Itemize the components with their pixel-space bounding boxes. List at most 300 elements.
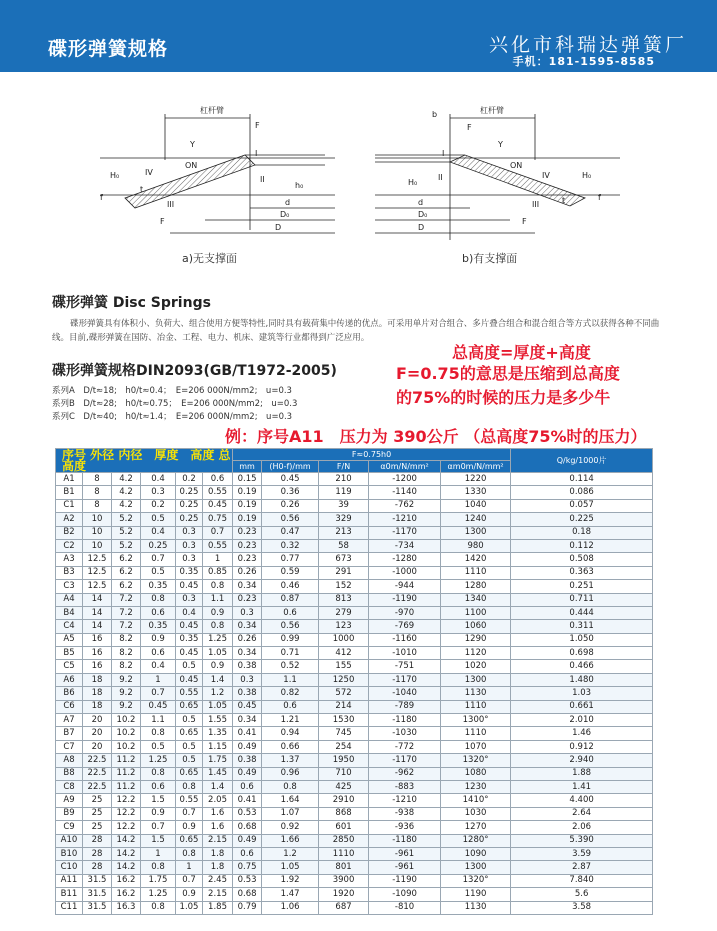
table-cell: 2.45 [203,874,233,887]
table-cell: 1410° [441,794,511,807]
table-cell: 0.8 [203,580,233,593]
table-cell: 1030 [441,807,511,820]
table-cell: 1.2 [203,687,233,700]
table-cell: 0.32 [262,539,319,552]
table-cell: 1040 [441,499,511,512]
table-cell: 0.45 [233,700,262,713]
svg-text:F: F [255,121,260,130]
table-cell: 2.940 [511,754,653,767]
table-row [56,874,653,887]
table-cell: 0.698 [511,647,653,660]
table-cell: 1.8 [203,861,233,874]
table-cell: -1040 [369,687,441,700]
table-cell: A2 [56,513,83,526]
table-cell: -810 [369,901,441,914]
table-cell: -1090 [369,888,441,901]
table-cell: 1090 [441,847,511,860]
table-row [56,754,653,767]
table-cell: 0.6 [141,647,176,660]
table-row [56,620,653,633]
diagram-no-support [95,100,355,245]
table-header-row-2: mm (H0-f)/mm F/N α0m/N/mm² αm0m/N/mm² [56,461,653,473]
table-cell: 0.38 [233,687,262,700]
svg-text:IV: IV [145,168,153,177]
table-cell: -944 [369,580,441,593]
table-cell: 4.2 [112,473,141,486]
table-cell: 1300 [441,526,511,539]
table-cell: 16 [83,633,112,646]
table-cell: 1.25 [141,754,176,767]
table-cell: 1.41 [511,780,653,793]
table-cell: 0.36 [262,486,319,499]
table-row [56,888,653,901]
table-cell: 0.41 [233,727,262,740]
table-cell: 28 [83,834,112,847]
table-cell: 868 [319,807,369,820]
table-cell: 4.400 [511,794,653,807]
svg-text:ON: ON [185,161,198,170]
phone-number: 手机：181-1595-8585 [512,55,655,68]
table-cell: 0.65 [176,700,203,713]
table-cell: A5 [56,633,83,646]
table-cell: 12.2 [112,821,141,834]
spec-table [55,448,653,915]
table-row [56,780,653,793]
table-cell: C1 [56,499,83,512]
table-cell: 0.8 [141,901,176,914]
svg-text:h₀: h₀ [295,181,304,190]
table-cell: 329 [319,513,369,526]
table-cell: 14.2 [112,847,141,860]
table-cell: 0.4 [141,473,176,486]
table-cell: 601 [319,821,369,834]
table-cell: -1030 [369,727,441,740]
table-cell: 0.8 [262,780,319,793]
table-cell: 0.8 [141,593,176,606]
table-cell: 1 [141,847,176,860]
table-cell: 31.5 [83,901,112,914]
table-cell: 10 [83,526,112,539]
table-cell: 12.5 [83,566,112,579]
table-cell: 0.25 [176,486,203,499]
table-cell: 5.390 [511,834,653,847]
table-cell: -1190 [369,874,441,887]
table-cell: 210 [319,473,369,486]
table-cell: C11 [56,901,83,914]
table-row [56,553,653,566]
table-row [56,727,653,740]
table-cell: 5.2 [112,513,141,526]
table-cell: 0.45 [176,647,203,660]
table-cell: B3 [56,566,83,579]
table-cell: 123 [319,620,369,633]
header-group: F≈0.75h0 [233,449,511,461]
table-row [56,660,653,673]
table-cell: -938 [369,807,441,820]
table-cell: 0.8 [141,861,176,874]
svg-text:III: III [167,200,175,209]
table-cell: 1420 [441,553,511,566]
table-cell: -962 [369,767,441,780]
table-cell: 0.8 [141,727,176,740]
table-cell: 7.2 [112,606,141,619]
table-cell: 16.3 [112,901,141,914]
table-row [56,794,653,807]
table-cell: 0.444 [511,606,653,619]
table-cell: 10 [83,539,112,552]
table-cell: 1 [141,673,176,686]
table-cell: 0.65 [176,767,203,780]
table-cell: 0.19 [233,486,262,499]
table-cell: 1.8 [203,847,233,860]
table-cell: 18 [83,673,112,686]
table-cell: 12.2 [112,807,141,820]
table-cell: 0.6 [233,847,262,860]
table-row [56,847,653,860]
table-cell: 0.3 [176,593,203,606]
table-cell: 2850 [319,834,369,847]
table-cell: 2910 [319,794,369,807]
table-row [56,714,653,727]
table-cell: 0.68 [233,821,262,834]
table-cell: C5 [56,660,83,673]
table-row [56,834,653,847]
table-cell: 1.1 [262,673,319,686]
table-cell: 6.2 [112,580,141,593]
table-cell: 0.3 [176,539,203,552]
svg-text:t: t [562,196,566,205]
table-row [56,807,653,820]
table-cell: 4.2 [112,499,141,512]
table-cell: 1340 [441,593,511,606]
table-cell: 0.7 [176,807,203,820]
table-cell: 0.057 [511,499,653,512]
table-cell: 0.4 [176,606,203,619]
table-cell: 1.6 [203,821,233,834]
table-cell: 1.2 [262,847,319,860]
table-cell: 0.49 [233,767,262,780]
table-cell: B10 [56,847,83,860]
table-cell: 0.6 [262,606,319,619]
table-cell: 0.34 [233,647,262,660]
table-cell: 1120 [441,647,511,660]
table-cell: A10 [56,834,83,847]
table-cell: 11.2 [112,754,141,767]
table-cell: 0.8 [176,847,203,860]
table-cell: 9.2 [112,687,141,700]
svg-text:d: d [418,198,424,207]
table-cell: 1280° [441,834,511,847]
svg-text:f: f [598,193,601,202]
table-cell: 0.508 [511,553,653,566]
table-cell: B2 [56,526,83,539]
table-row [56,606,653,619]
table-cell: 3.59 [511,847,653,860]
svg-text:Y: Y [190,140,195,149]
svg-text:D₀: D₀ [280,210,290,219]
table-cell: 0.34 [233,714,262,727]
table-cell: 1000 [319,633,369,646]
table-cell: 8 [83,499,112,512]
diagram-with-support [370,100,630,245]
svg-text:III: III [532,200,540,209]
table-cell: 0.53 [233,874,262,887]
table-cell: 1300° [441,714,511,727]
table-cell: -1140 [369,486,441,499]
table-row [56,513,653,526]
table-cell: A9 [56,794,83,807]
table-cell: A3 [56,553,83,566]
table-cell: B6 [56,687,83,700]
table-cell: 31.5 [83,888,112,901]
table-cell: 0.25 [176,513,203,526]
table-cell: 813 [319,593,369,606]
table-cell: 8 [83,486,112,499]
table-cell: 412 [319,647,369,660]
table-cell: 0.6 [141,780,176,793]
table-cell: 0.9 [176,821,203,834]
table-cell: 10.2 [112,727,141,740]
table-cell: A6 [56,673,83,686]
table-cell: 0.23 [233,539,262,552]
table-cell: 1.55 [203,714,233,727]
table-cell: 0.34 [233,580,262,593]
note-f-meaning: F=0.75的意思是压缩到总高度 [396,364,620,383]
table-cell: -1180 [369,834,441,847]
table-cell: B8 [56,767,83,780]
table-cell: 14.2 [112,861,141,874]
table-cell: 5.6 [511,888,653,901]
table-cell: 8.2 [112,633,141,646]
table-cell: 0.114 [511,473,653,486]
table-cell: 1.480 [511,673,653,686]
table-cell: 1.06 [262,901,319,914]
table-cell: 39 [319,499,369,512]
table-cell: 1.05 [262,861,319,874]
note-example: 例：序号A11 压力为 390公斤 （总高度75%时的压力） [225,427,647,446]
table-cell: 0.59 [262,566,319,579]
table-cell: 0.68 [233,888,262,901]
table-cell: 0.4 [141,526,176,539]
table-cell: -751 [369,660,441,673]
table-cell: 0.5 [141,513,176,526]
table-cell: 18 [83,687,112,700]
table-header-row-1 [56,449,653,461]
table-cell: 0.38 [233,660,262,673]
table-cell: 0.75 [233,861,262,874]
table-cell: 425 [319,780,369,793]
table-cell: C10 [56,861,83,874]
table-cell: 2.05 [203,794,233,807]
table-cell: 1.47 [262,888,319,901]
table-cell: A1 [56,473,83,486]
header-cn-columns: 序号 外径 内径 厚度 高度 总高度 [56,449,233,473]
table-row [56,486,653,499]
table-cell: 1280 [441,580,511,593]
table-cell: B1 [56,486,83,499]
table-cell: 0.45 [141,700,176,713]
table-cell: 1.75 [203,754,233,767]
caption-a: a)无支撑面 [182,252,238,265]
table-cell: 3.58 [511,901,653,914]
table-cell: -769 [369,620,441,633]
table-cell: 0.35 [141,580,176,593]
table-cell: 0.086 [511,486,653,499]
table-cell: 0.38 [233,754,262,767]
table-cell: 0.8 [203,620,233,633]
table-cell: 1.050 [511,633,653,646]
table-cell: 0.3 [176,553,203,566]
table-cell: 0.25 [176,499,203,512]
table-cell: 1300 [441,861,511,874]
table-cell: 58 [319,539,369,552]
table-cell: 0.41 [233,794,262,807]
table-cell: C2 [56,539,83,552]
table-cell: 152 [319,580,369,593]
table-cell: 1.35 [203,727,233,740]
table-cell: 1190 [441,888,511,901]
svg-text:IV: IV [542,171,550,180]
table-cell: 0.85 [203,566,233,579]
table-cell: 0.5 [176,714,203,727]
table-cell: 1130 [441,687,511,700]
table-cell: 1.46 [511,727,653,740]
table-cell: 5.2 [112,526,141,539]
table-cell: 572 [319,687,369,700]
table-cell: 0.7 [141,553,176,566]
table-cell: 0.112 [511,539,653,552]
table-cell: 1.88 [511,767,653,780]
table-cell: 5.2 [112,539,141,552]
table-cell: 18 [83,700,112,713]
table-cell: 1.05 [203,647,233,660]
table-cell: A7 [56,714,83,727]
table-cell: 0.52 [262,660,319,673]
table-cell: 1.75 [141,874,176,887]
table-row [56,580,653,593]
table-cell: 1950 [319,754,369,767]
table-cell: 1.15 [203,740,233,753]
table-cell: 0.45 [176,580,203,593]
table-cell: 1 [203,553,233,566]
table-cell: C3 [56,580,83,593]
table-cell: -1180 [369,714,441,727]
table-cell: 0.9 [141,633,176,646]
table-cell: 0.6 [262,700,319,713]
section-heading: 碟形弹簧 Disc Springs [52,295,211,311]
table-row [56,566,653,579]
table-cell: 11.2 [112,780,141,793]
table-cell: 0.55 [203,486,233,499]
table-cell: 254 [319,740,369,753]
table-row [56,767,653,780]
table-cell: 0.25 [141,539,176,552]
table-cell: 0.45 [176,673,203,686]
table-cell: -1190 [369,593,441,606]
table-cell: 0.5 [176,740,203,753]
table-cell: 1530 [319,714,369,727]
spec-title: 碟形弹簧规格DIN2093(GB/T1972-2005) [52,363,337,379]
table-cell: 0.75 [203,513,233,526]
table-cell: 0.6 [141,606,176,619]
table-cell: 0.65 [176,834,203,847]
table-cell: 2.87 [511,861,653,874]
table-cell: 0.251 [511,580,653,593]
lever-arm-label: 杠杆臂 [200,106,224,115]
table-cell: 4.2 [112,486,141,499]
svg-text:杠杆臂: 杠杆臂 [480,106,504,115]
table-cell: 20 [83,714,112,727]
table-cell: -1170 [369,754,441,767]
table-cell: 0.94 [262,727,319,740]
table-cell: 0.55 [203,539,233,552]
table-cell: 0.6 [203,473,233,486]
table-cell: 0.96 [262,767,319,780]
table-cell: 16.2 [112,874,141,887]
note-f-meaning-cont: 的75%的时候的压力是多少牛 [396,388,611,407]
table-cell: 279 [319,606,369,619]
table-cell: 0.15 [233,473,262,486]
table-cell: 1330 [441,486,511,499]
table-cell: 0.79 [233,901,262,914]
table-cell: 1110 [319,847,369,860]
table-cell: 0.92 [262,821,319,834]
table-cell: 0.35 [176,566,203,579]
table-cell: 20 [83,727,112,740]
table-cell: 0.19 [233,499,262,512]
table-cell: 9.2 [112,700,141,713]
table-cell: 1240 [441,513,511,526]
table-cell: 1.1 [203,593,233,606]
table-cell: 1.4 [203,780,233,793]
table-cell: 213 [319,526,369,539]
note-total-height: 总高度=厚度+高度 [452,343,591,362]
table-cell: 28 [83,847,112,860]
table-cell: 1.5 [141,794,176,807]
table-cell: 9.2 [112,673,141,686]
table-cell: 0.49 [233,834,262,847]
table-cell: -762 [369,499,441,512]
svg-text:b: b [432,110,438,119]
table-cell: 0.45 [176,620,203,633]
table-cell: 0.2 [141,499,176,512]
table-cell: 0.66 [262,740,319,753]
table-cell: 0.9 [203,606,233,619]
table-cell: 0.19 [233,513,262,526]
table-cell: 20 [83,740,112,753]
table-cell: 12.2 [112,794,141,807]
table-cell: 25 [83,821,112,834]
table-cell: 1230 [441,780,511,793]
svg-text:I: I [442,149,445,158]
table-cell: 0.87 [262,593,319,606]
table-cell: 291 [319,566,369,579]
table-cell: 214 [319,700,369,713]
table-cell: 1100 [441,606,511,619]
table-cell: 0.7 [141,687,176,700]
table-cell: -1170 [369,673,441,686]
table-cell: 1300 [441,673,511,686]
table-cell: C7 [56,740,83,753]
table-cell: 0.56 [262,513,319,526]
table-cell: -961 [369,847,441,860]
svg-text:Y: Y [498,140,503,149]
table-cell: -734 [369,539,441,552]
table-cell: 0.3 [233,606,262,619]
table-cell: 0.5 [176,754,203,767]
table-cell: 1.6 [203,807,233,820]
svg-text:II: II [260,175,265,184]
